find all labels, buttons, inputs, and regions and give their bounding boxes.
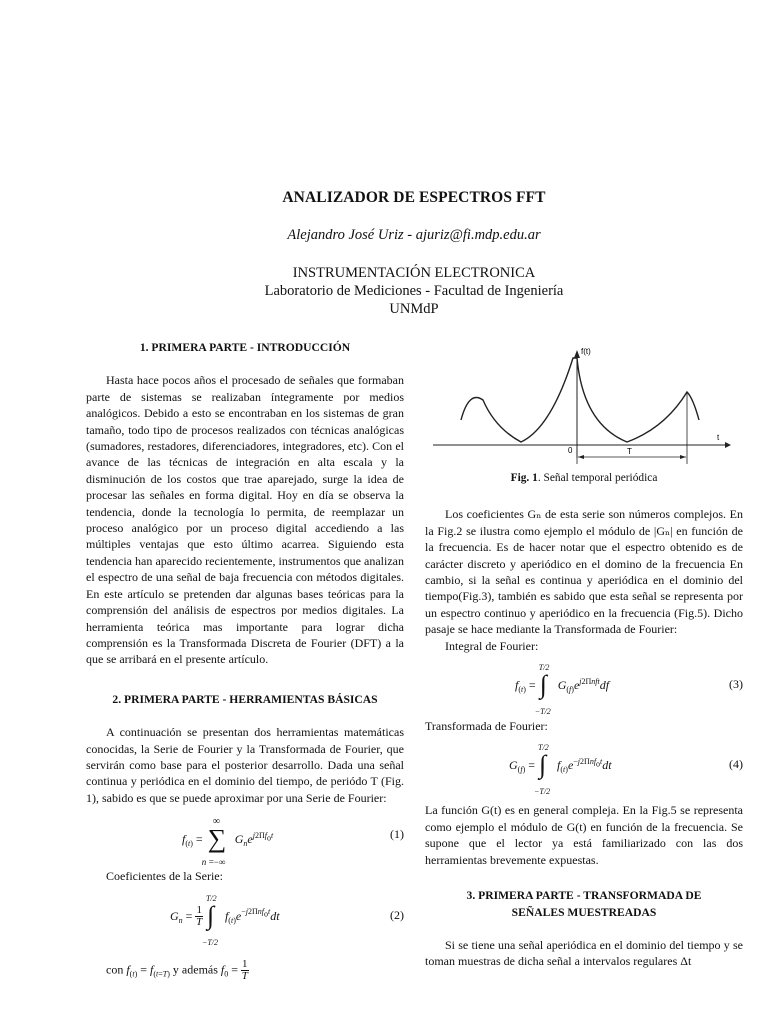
equation-4-body: $G_{(f)}$ = T/2 ∫ −T/2 $f_{(t)}e^{-j2\Pi nf_ot}dt$ <box>509 743 612 797</box>
time-axis-arrow <box>725 442 731 448</box>
institution-line-2: Laboratorio de Mediciones - Facultad de Ingeniería <box>264 283 564 299</box>
section-1-heading: 1. PRIMERA PARTE - INTRODUCCIÓN <box>139 341 351 354</box>
transform-label: Transformada de Fourier: <box>425 719 548 734</box>
right-paragraph-1: Los coeficientes Gₙ de esta serie son números complejos. En la Fig.2 se ilustra como ejemplo el módulo de |Gₙ| en función de la frecuencia. Es de hacer notar que el espectro obtenido es de carácter discreto y aperiódico en el domino de la frecuencia En cambio, si la señal es continua y aperiódica en el dominio del tiempo(Fig.3), también es sabido que esta señal se representa por un espectro continuo y aperiódico en la frecuencia (Fig.5). Dicho pasaje se hace mediante la Transformada de Fourier: <box>425 507 743 637</box>
integral-symbol-4: T/2 ∫ −T/2 <box>534 743 551 797</box>
con-text: con <box>106 961 124 976</box>
integral-symbol-3: T/2 ∫ −T/2 <box>534 663 551 717</box>
equation-2-body: $G_n$ = $\frac{1}{T}$ T/2 ∫ −T/2 $f_{(t)}e^{-j2\Pi nf_ot}dt$ <box>170 893 280 947</box>
equation-3-number: (3) <box>729 677 743 692</box>
periodic-waveform <box>461 358 699 442</box>
equation-3-body: $f_{(t)}$ = T/2 ∫ −T/2 $G_{(f)}e^{j2\Pi nft}df$ <box>515 663 610 717</box>
y-axis-label: f(t) <box>581 347 591 356</box>
period-arrow-left-head <box>578 455 584 459</box>
ademas-text: y además <box>172 961 218 976</box>
equation-2 <box>86 891 404 949</box>
equation-4 <box>425 740 743 798</box>
right-paragraph-2: La función G(t) es en general compleja. En la Fig.5 se representa como ejemplo el módulo de G(t) en función de la frecuencia. Se supone que el lector ya está familiarizado con las dos herramientas brevemente expuestas. <box>425 803 743 867</box>
equation-1 <box>86 816 404 866</box>
coefficients-label: Coeficientes de la Serie: <box>106 869 223 884</box>
section-3-heading <box>425 888 743 921</box>
sum-symbol: ∞ ∑ n =−∞ <box>201 816 227 868</box>
author-line: Alejandro José Uriz - ajuriz@fi.mdp.edu.ar <box>287 227 541 243</box>
amplitude-axis-arrow <box>574 350 580 358</box>
figure-1-caption-label: Fig. 1 <box>510 472 538 484</box>
period-arrow-right-head <box>680 455 686 459</box>
period-label: T <box>627 447 632 456</box>
figure-1-caption <box>425 470 743 486</box>
section-3-heading-line-2: SEÑALES MUESTREADAS <box>511 905 657 919</box>
section-3-heading-line-1: 3. PRIMERA PARTE - TRANSFORMADA DE <box>466 889 702 903</box>
section-2-paragraph: A continuación se presentan dos herramientas matemáticas conocidas, la Serie de Fourier y la Transformada de Fourier, que servirán como base para el posterior desarrollo. Dada una señal continua y periódica en el dominio del tiempo, de periódo T (Fig. 1), sabido es que se puede aproximar por una Serie de Fourier: <box>86 725 404 805</box>
origin-label: 0 <box>568 446 573 455</box>
equation-4-number: (4) <box>729 757 743 772</box>
institution-line-3: UNMdP <box>389 301 439 317</box>
condition-line: con $f_{(t)} = f_{(t=T)}$ y además $f_0$ = $\frac{1}{T}$ <box>106 957 248 982</box>
equation-1-body: $f_{(t)}$ = ∞ ∑ n =−∞ $G_ne^{j2\Pi f_ot}$ <box>182 816 274 868</box>
institution-block <box>0 264 768 318</box>
institution-line-1: INSTRUMENTACIÓN ELECTRONICA <box>292 265 536 281</box>
section-1-paragraph: Hasta hace pocos años el procesado de señales que formaban parte de sistemas se realizaban íntegramente por medios analógicos. Debido a esto se encontraban en los sistemas de gran tamaño, todo tipo de procesos realizados con técnicas analógicas (sumadores, restadores, diferenciadores, integradores, etc). Con el avance de las técnicas de integración en alta escala y la disminución de los costos que trae aparejado, surge la idea de procesar las señales en forma digital. Hoy en día se observa la tendencia, donde la tecnología lo permita, de reemplazar un proceso analógico por un proceso digital accediendo a las múltiples ventajas que esto último acarrea. Siguiendo esta tendencia han aparecido recientemente, instrumentos que analizan el espectro de una señal de baja frecuencia con métodos digitales. En este artículo se pretenden dar algunas bases teóricas para la comprensión del análisis de espectros por medios digitales. La herramienta teórica mas importante para lograr dicha comprensión es la Transformada Discreta de Fourier (DFT) a la que se arribará en el presente artículo. <box>86 373 404 667</box>
x-axis-label: t <box>717 433 720 442</box>
equation-1-number: (1) <box>390 827 404 842</box>
title-block <box>0 189 768 318</box>
periodic-signal-plot <box>425 340 743 465</box>
paper-title: ANALIZADOR DE ESPECTROS FFT <box>282 189 546 206</box>
integral-symbol: T/2 ∫ −T/2 <box>201 893 219 947</box>
figure-1 <box>425 340 743 470</box>
equation-2-number: (2) <box>390 907 404 922</box>
section-3-paragraph: Si se tiene una señal aperiódica en el dominio del tiempo y se toman muestras de dicha señal a intervalos regulares Δt <box>425 937 743 969</box>
section-2-heading: 2. PRIMERA PARTE - HERRAMIENTAS BÁSICAS <box>112 692 378 706</box>
equation-3 <box>425 660 743 718</box>
integral-label: Integral de Fourier: <box>445 638 539 653</box>
left-column <box>86 340 404 983</box>
figure-1-caption-text: . Señal temporal periódica <box>537 472 658 484</box>
right-column <box>425 340 743 970</box>
